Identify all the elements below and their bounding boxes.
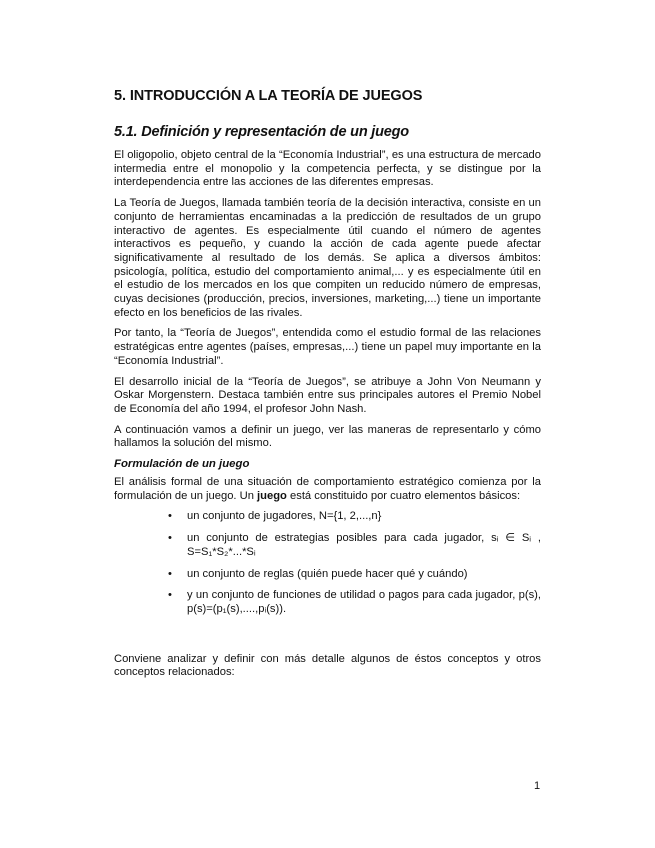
list-item-text: y un conjunto de funciones de utilidad o pagos para cada jugador, p(s), p(s)=(p₁(s),....,pᵢ(s)). [187,589,541,615]
page-number: 1 [534,780,541,792]
bullet-icon: • [168,567,172,580]
elements-list [114,510,541,616]
list-item-text: un conjunto de jugadores, N={1, 2,...,n} [187,510,382,523]
paragraph-teoria-juegos: La Teoría de Juegos, llamada también teoría de la decisión interactiva, consiste en un conjunto de herramientas encaminadas a la predicción de resultados de un grupo interactivo de agentes. Es especialmente útil cuando el número de agentes interactivos es pequeño, y cuando la acción de cada agente puede afectar significativamente al resultado de los demás. Se aplica a diversos ámbitos: psicología, política, estudio del comportamiento animal,... y es especialmente útil en el estudio de los mercados en los que compiten un reducido número de empresas, cuyas decisiones (producción, precios, inversiones, marketing,...) tiene un importante efecto en los beneficios de las rivales. [114,197,541,319]
formulacion-heading: Formulación de un juego [114,458,250,471]
formulacion-text-after: está constituido por cuatro elementos básicos: [286,489,521,502]
list-item-text: un conjunto de reglas (quién puede hacer qué y cuándo) [187,567,468,580]
list-item [168,510,541,524]
paragraph-continuacion: A continuación vamos a definir un juego, ver las maneras de representarlo y cómo hallamos la solución del mismo. [114,423,541,450]
bullet-icon: • [168,510,172,523]
list-item [168,589,541,616]
document-page [114,88,541,687]
bullet-icon: • [168,589,172,602]
spacer [114,625,541,653]
list-item-text: un conjunto de estrategias posibles para cada jugador, sᵢ ∈ Sᵢ , S=S₁*S₂*...*Sᵢ [187,532,541,558]
paragraph-por-tanto: Por tanto, la “Teoría de Juegos”, entendida como el estudio formal de las relaciones estratégicas entre agentes (países, empresas,...) tiene un papel muy importante en la “Economía Industrial”. [114,327,541,367]
paragraph-closing: Conviene analizar y definir con más detalle algunos de éstos conceptos y otros conceptos relacionados: [114,652,541,679]
paragraph-desarrollo: El desarrollo inicial de la “Teoría de Juegos”, se atribuye a John Von Neumann y Oskar Morgenstern. Destaca también entre sus principales autores el Premio Nobel de Economía del año 1994, el profesor John Nash. [114,375,541,415]
formulacion-bold-term: juego [257,489,287,502]
bullet-icon: • [168,532,172,545]
formulacion-text-before: El análisis formal de una situación de comportamiento estratégico comienza por la formulación de un juego. Un [114,476,541,502]
chapter-heading: 5. INTRODUCCIÓN A LA TEORÍA DE JUEGOS [114,88,423,104]
paragraph-formulacion [114,476,541,503]
list-item [168,532,541,559]
paragraph-oligopolio: El oligopolio, objeto central de la “Economía Industrial”, es una estructura de mercado intermedia entre el monopolio y la competencia perfecta, y se distingue por la interdependencia entre las acciones de las diferentes empresas. [114,149,541,189]
section-heading: 5.1. Definición y representación de un juego [114,124,409,140]
list-item [168,568,541,582]
